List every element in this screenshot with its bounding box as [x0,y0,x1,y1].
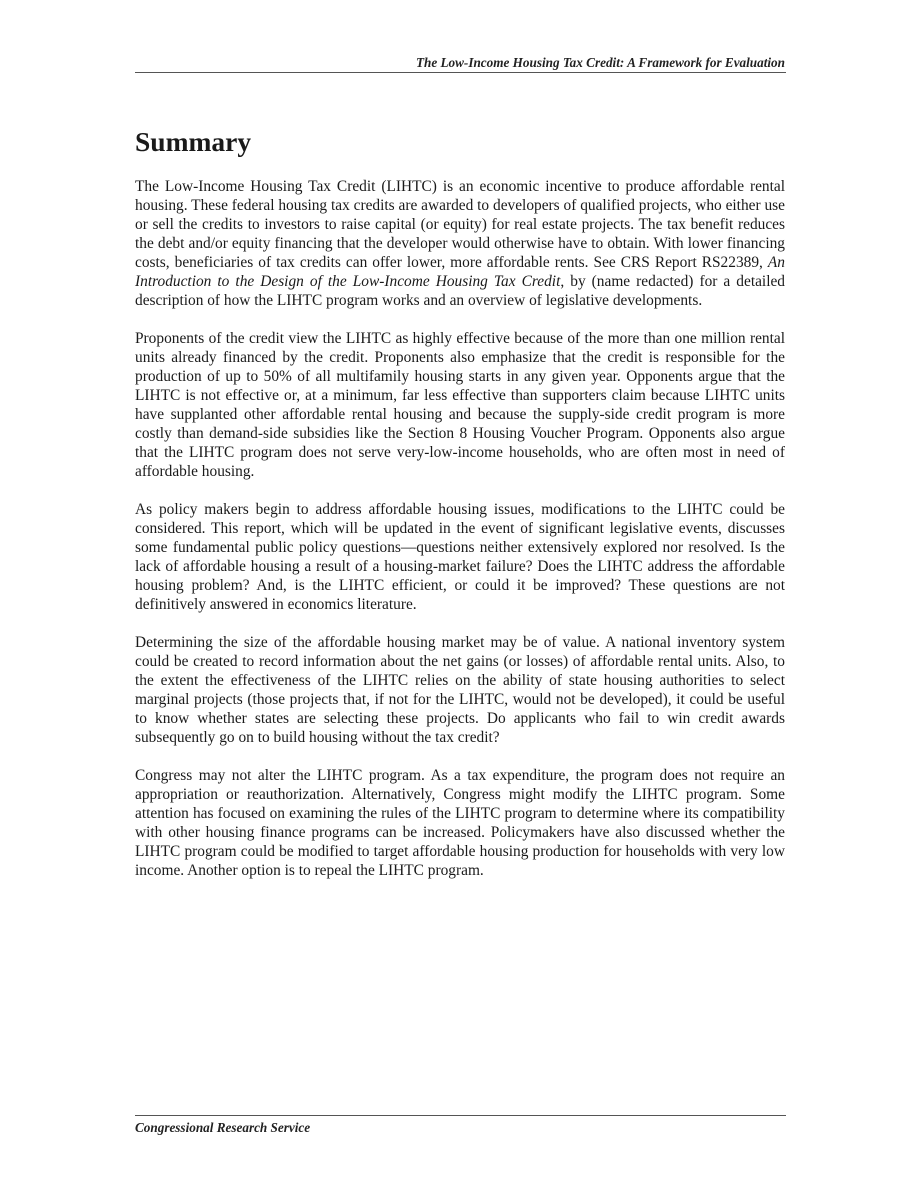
header-rule [135,72,786,73]
summary-body [135,177,785,899]
report-title-italic: An Introduction to the Design of the Low-Income Housing Tax Credit [135,254,785,290]
footer-rule [135,1115,786,1116]
paragraph-1 [135,177,785,310]
paragraph-2: Proponents of the credit view the LIHTC as highly effective because of the more than one million rental units already financed by the credit. Proponents also emphasize that the credit is responsible for the production of up to 50% of all multifamily housing starts in any given year. Opponents argue that the LIHTC is not effective or, at a minimum, far less effective than supporters claim because LIHTC units have supplanted other affordable rental housing and because the supply-side credit program is more costly than demand-side subsidies like the Section 8 Housing Voucher Program. Opponents also argue that the LIHTC program does not serve very-low-income households, who are often most in need of affordable housing. [135,330,785,480]
paragraph-3: As policy makers begin to address affordable housing issues, modifications to the LIHTC could be considered. This report, which will be updated in the event of significant legislative events, discusses some fundamental public policy questions—questions neither extensively explored nor resolved. Is the lack of affordable housing a result of a housing-market failure? Does the LIHTC address the affordable housing problem? And, is the LIHTC efficient, or could it be improved? These questions are not definitively answered in economics literature. [135,501,785,613]
page-title: Summary [135,126,252,157]
running-header-title: The Low-Income Housing Tax Credit: A Framework for Evaluation [415,55,785,70]
paragraph-4: Determining the size of the affordable housing market may be of value. A national inventory system could be created to record information about the net gains (or losses) of affordable rental units. Also, to the extent the effectiveness of the LIHTC relies on the ability of state housing authorities to select marginal projects (those projects that, if not for the LIHTC, would not be developed), it could be useful to know whether states are selecting these projects. Do applicants who fail to win credit awards subsequently go on to build housing without the tax credit? [135,634,785,746]
paragraph-5: Congress may not alter the LIHTC program. As a tax expenditure, the program does not require an appropriation or reauthorization. Alternatively, Congress might modify the LIHTC program. Some attention has focused on examining the rules of the LIHTC program to determine where its compatibility with other housing finance programs can be increased. Policymakers have also discussed whether the LIHTC program could be modified to target affordable housing production for households with very low income. Another option is to repeal the LIHTC program. [135,767,785,879]
paragraph-1-text-a: The Low-Income Housing Tax Credit (LIHTC) is an economic incentive to produce affordable rental housing. These federal housing tax credits are awarded to developers of qualified projects, who either use or sell the credits to investors to raise capital (or equity) for real estate projects. The tax benefit reduces the debt and/or equity financing that the developer would otherwise have to obtain. With lower financing costs, beneficiaries of tax credits can offer lower, more affordable rents. See CRS Report RS22389, [135,178,785,271]
footer-source: Congressional Research Service [135,1120,311,1135]
paragraph-1-text-b: , by (name redacted) for a detailed description of how the LIHTC program works and an overview of legislative developments. [135,273,786,309]
